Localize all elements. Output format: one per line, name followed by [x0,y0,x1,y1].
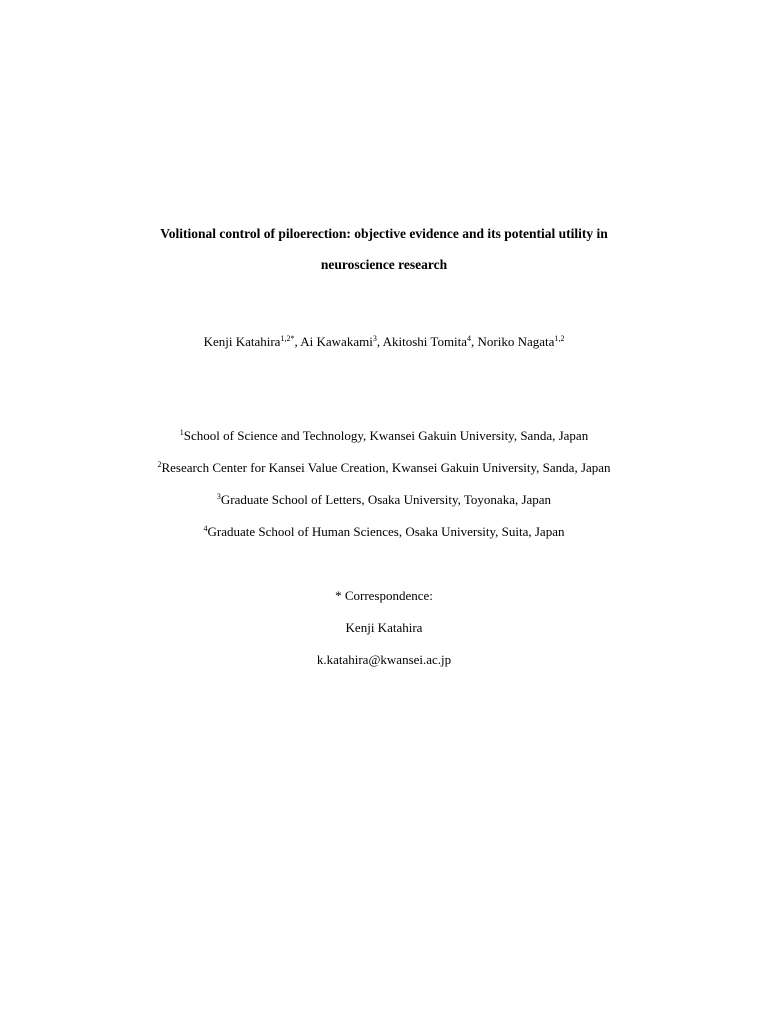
affiliation-2 [0,460,768,478]
author-separator: , [376,334,383,349]
affiliation-1 [0,428,768,446]
affiliation-text: School of Science and Technology, Kwansei Gakuin University, Sanda, Japan [183,428,589,443]
author-affiliation-sup: 3 [372,334,377,343]
author-separator: , [471,334,478,349]
affiliation-sup: 3 [216,492,221,501]
affiliation-text: Graduate School of Human Sciences, Osaka University, Suita, Japan [207,524,565,539]
author-name: Noriko Nagata [477,334,555,349]
author-list [0,334,768,352]
affiliation-4 [0,524,768,542]
correspondence-name: Kenji Katahira [345,620,423,635]
affiliation-sup: 4 [203,524,208,533]
affiliation-sup: 1 [179,428,184,437]
author-affiliation-sup: 1,2 [554,334,565,343]
affiliation-3 [0,492,768,510]
author-separator: , [294,334,301,349]
correspondence-email: k.katahira@kwansei.ac.jp [316,652,452,667]
affiliation-text: Graduate School of Letters, Osaka University, Toyonaka, Japan [220,492,552,507]
author-affiliation-sup: 4 [467,334,472,343]
affiliation-text: Research Center for Kansei Value Creation, Kwansei Gakuin University, Sanda, Japan [161,460,611,475]
affiliation-sup: 2 [157,460,162,469]
title-line-2: neuroscience research [320,257,448,272]
author-name: Ai Kawakami [300,334,373,349]
author-affiliation-sup: 1,2* [280,334,295,343]
correspondence-label: * Correspondence: [335,588,433,603]
author-name: Akitoshi Tomita [382,334,468,349]
author-name: Kenji Katahira [203,334,281,349]
title-line-1: Volitional control of piloerection: objective evidence and its potential utility in [160,226,608,241]
